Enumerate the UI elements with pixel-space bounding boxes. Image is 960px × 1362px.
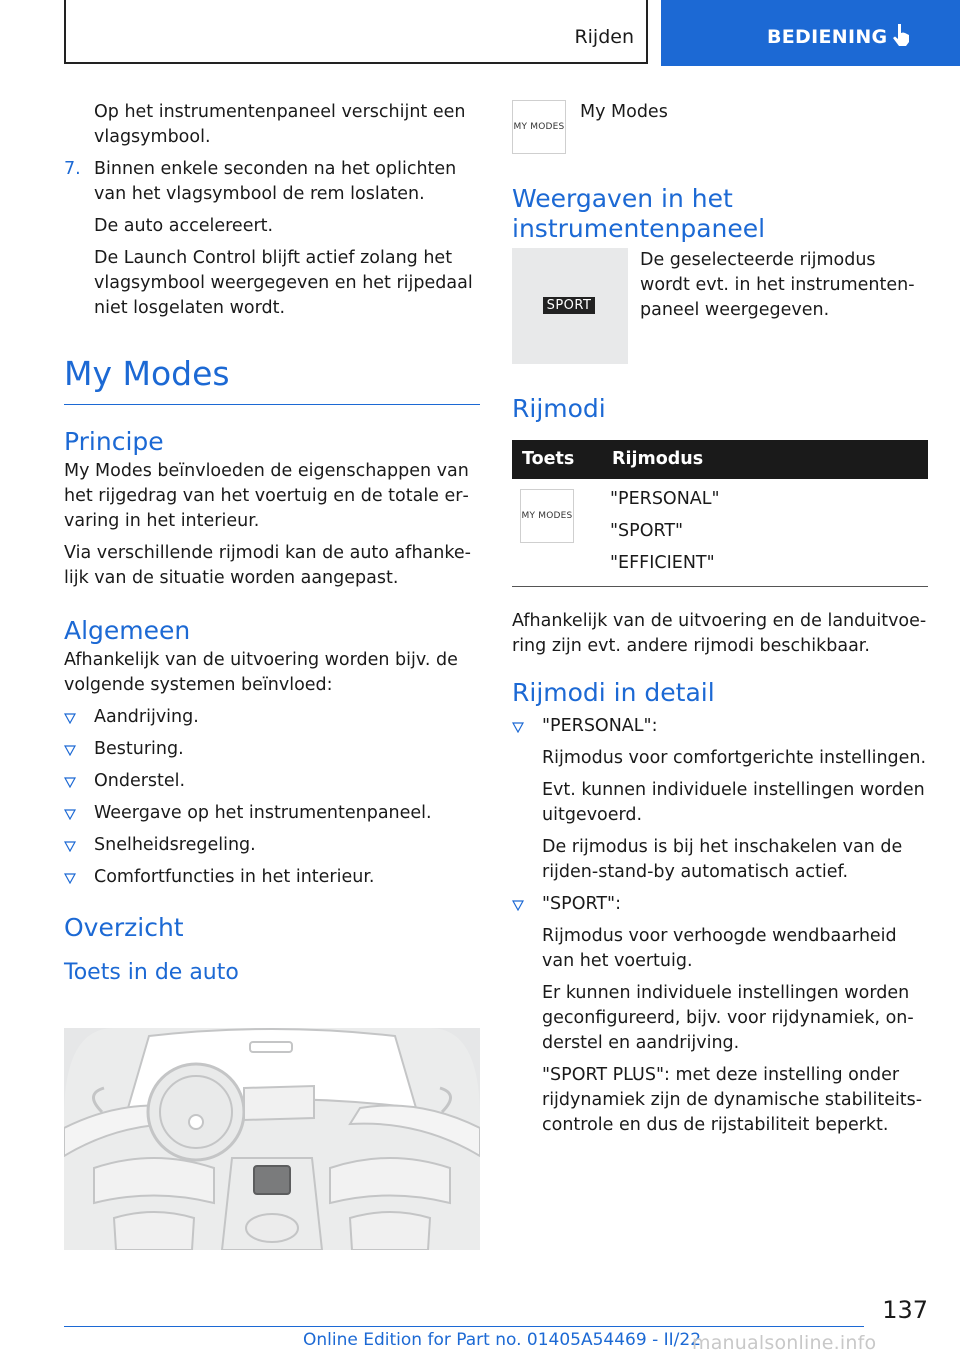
header-section-box	[64, 0, 648, 64]
display-row	[512, 248, 928, 364]
key-row	[512, 100, 928, 154]
table-row	[512, 479, 928, 587]
mode-sport: "SPORT"	[610, 521, 684, 541]
list-item-sport: "SPORT": Rijmodus voor verhoogde wendbaarheid van het voertuig. Er kunnen individuele instellingen worden geconfigureerd, bijv. voor rijdynamiek, onderstel en aandrijving. "SPORT PLUS": met deze instelling onder rijdynamiek zijn de dynamische stabiliteitscontrole en dus de rijstabiliteit beperkt.	[512, 892, 928, 1138]
step-7-result: De auto accelereert.	[94, 216, 274, 236]
intro-continued: Op het instrumentenpaneel verschijnt een vlagsymbool.	[94, 102, 466, 147]
triangle-bullet-icon	[64, 808, 76, 820]
list-item: Weergave op het instrumentenpaneel.	[64, 801, 480, 826]
instrument-panel-image	[512, 248, 628, 364]
sport-badge: SPORT	[543, 297, 595, 314]
detail-list	[512, 714, 928, 1138]
triangle-bullet-icon	[512, 899, 524, 911]
table-header-rijmodus: Rijmodus	[602, 440, 928, 479]
page-number: 137	[882, 1296, 928, 1324]
heading-rijmodi: Rijmodi	[512, 394, 606, 423]
triangle-bullet-icon	[64, 872, 76, 884]
list-item-personal: "PERSONAL": Rijmodus voor comfortgerichte instellingen. Evt. kunnen individuele instellingen worden uitgevoerd. De rijmodus is bij het inschakelen van de rijden-stand-by automatisch actief.	[512, 714, 928, 885]
principe-paragraph-2: Via verschillende rijmodi kan de auto afhankelijk van de situatie worden aangepast.	[64, 543, 471, 588]
step-number: 7.	[64, 159, 81, 179]
list-item: Aandrijving.	[64, 705, 480, 730]
left-column	[64, 100, 480, 987]
step-7-note: De Launch Control blijft actief zolang het vlagsymbool weergegeven en het rijpedaal niet losgelaten wordt.	[94, 248, 473, 318]
heading-weergaven: Weergaven in het instrumentenpaneel	[512, 184, 766, 243]
step-7	[64, 157, 480, 207]
table-cell-modes	[602, 479, 928, 587]
watermark: manualsonline.info	[692, 1332, 877, 1354]
list-item: Snelheidsregeling.	[64, 833, 480, 858]
triangle-bullet-icon	[64, 776, 76, 788]
step-text: Binnen enkele seconden na het oplichten van het vlagsymbool de rem loslaten.	[94, 159, 457, 204]
footer-rule	[64, 1326, 864, 1327]
right-column	[512, 100, 928, 1145]
triangle-bullet-icon	[64, 840, 76, 852]
algemeen-list	[64, 705, 480, 890]
table-cell-key	[512, 479, 602, 587]
triangle-bullet-icon	[512, 721, 524, 733]
hand-pointer-icon	[889, 22, 913, 48]
triangle-bullet-icon	[64, 712, 76, 724]
heading-algemeen: Algemeen	[64, 616, 191, 645]
algemeen-paragraph: Afhankelijk van de uitvoering worden bijv. de volgende systemen beïnvloed:	[64, 650, 458, 695]
key-caption: My Modes	[580, 102, 668, 122]
my-modes-key-image: MY MODES	[520, 489, 574, 543]
list-item: Besturing.	[64, 737, 480, 762]
principe-paragraph-1: My Modes beïnvloeden de eigenschappen van het rijgedrag van het voertuig en de totale ervaring in het interieur.	[64, 461, 469, 531]
header-chapter-box	[661, 0, 960, 66]
mode-efficient: "EFFICIENT"	[610, 553, 715, 573]
my-modes-key-image: MY MODES	[512, 100, 566, 154]
heading-toets-in-de-auto: Toets in de auto	[64, 960, 239, 985]
header-chapter-label: BEDIENING	[767, 26, 888, 48]
heading-rijmodi-in-detail: Rijmodi in detail	[512, 678, 715, 707]
heading-overzicht: Overzicht	[64, 913, 184, 942]
heading-principe: Principe	[64, 427, 164, 456]
list-item: Comfortfuncties in het interieur.	[64, 865, 480, 890]
modes-table	[512, 440, 928, 587]
page-title: My Modes	[64, 354, 230, 393]
mode-personal: "PERSONAL"	[610, 489, 720, 509]
list-item: Onderstel.	[64, 769, 480, 794]
weergaven-text: De geselecteerde rijmodus wordt evt. in het instrumentenpaneel weergegeven.	[640, 250, 915, 320]
after-table-paragraph: Afhankelijk van de uitvoering en de landuitvoering zijn evt. andere rijmodi beschikbaar.	[512, 611, 927, 656]
triangle-bullet-icon	[64, 744, 76, 756]
car-interior-illustration	[64, 1028, 480, 1250]
footer-edition: Online Edition for Part no. 01405A54469 - II/22	[303, 1330, 702, 1350]
header-section-label: Rijden	[574, 26, 634, 48]
table-header-toets: Toets	[512, 440, 602, 479]
